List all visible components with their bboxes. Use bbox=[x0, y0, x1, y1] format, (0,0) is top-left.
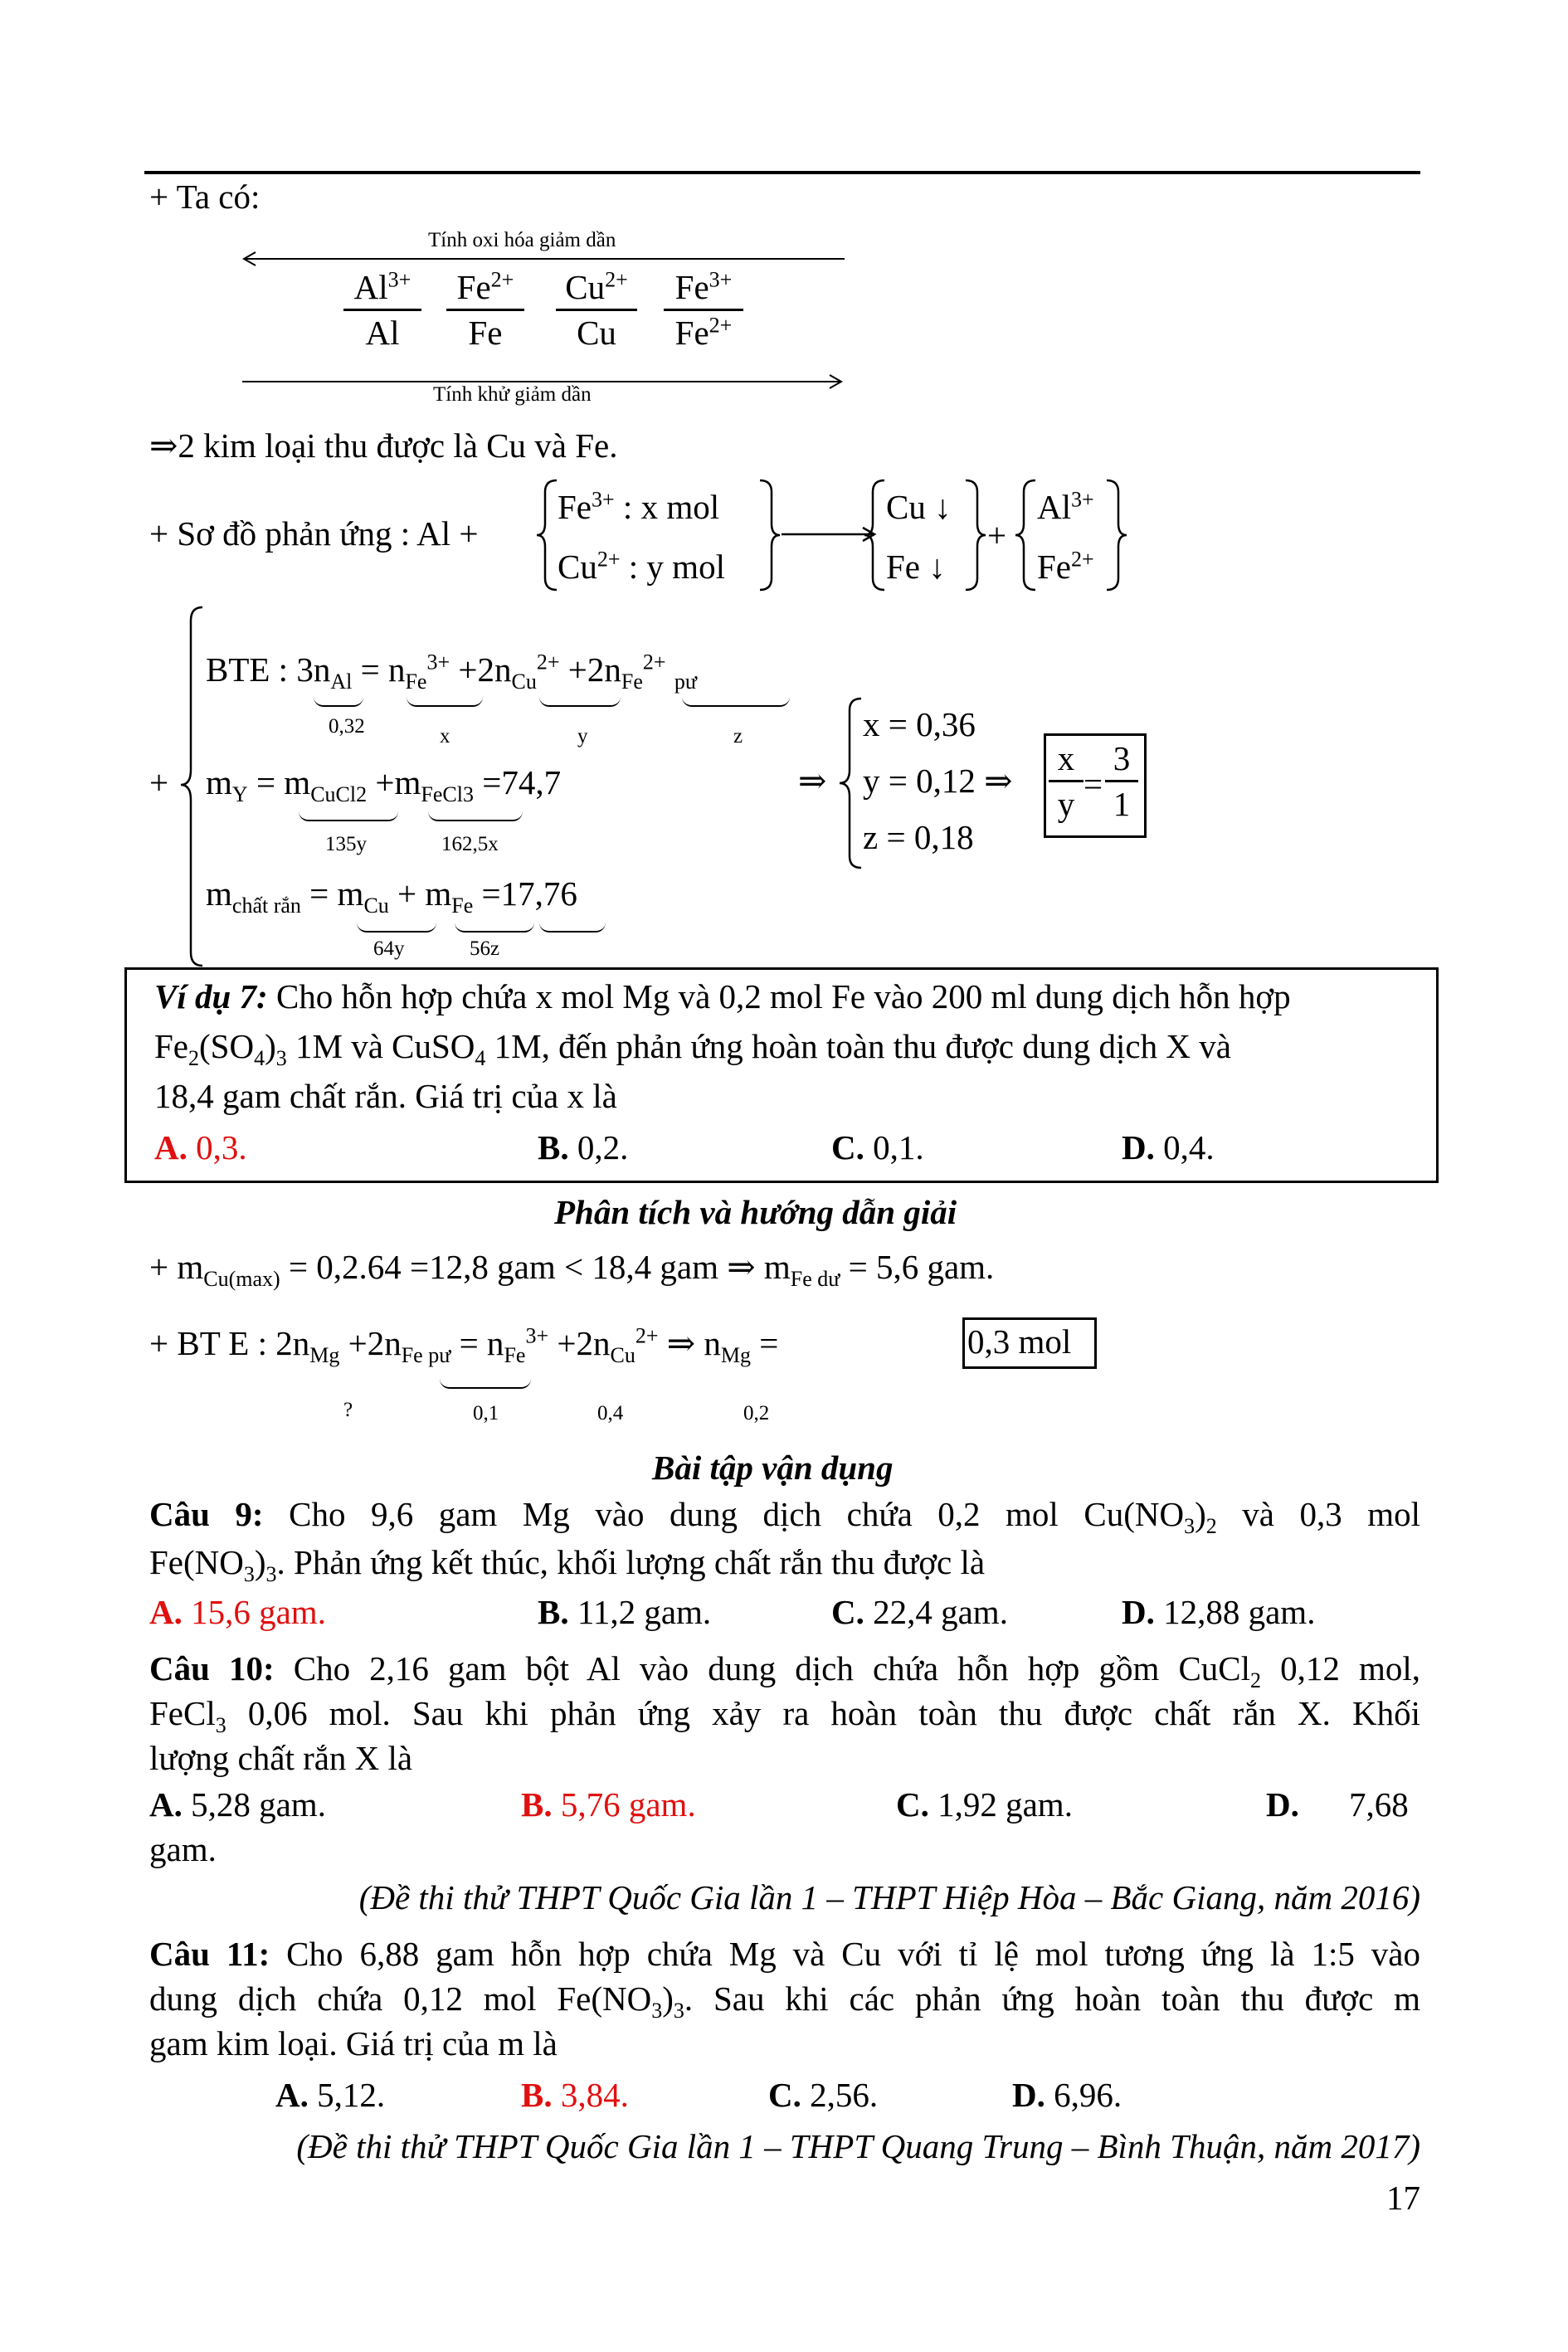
q10-line2: FeCl$_3$ 0,06 mol. Sau khi phản ứng xảy ra hoàn toàn thu được chất rắn X. Khối bbox=[149, 1694, 1420, 1738]
q10-option-c[interactable]: C. 1,92 gam. bbox=[896, 1785, 1073, 1824]
system-left-brace bbox=[179, 604, 204, 969]
mcr-under-64y: 64y bbox=[373, 937, 405, 960]
solution-x: x = 0,36 bbox=[863, 705, 976, 743]
mcr-underbrace-fe bbox=[455, 923, 534, 933]
example7-option-d[interactable]: D. 0,4. bbox=[1122, 1128, 1215, 1166]
q11-option-a[interactable]: A. 5,12. bbox=[275, 2076, 386, 2114]
ratio-31: 3 1 bbox=[1105, 738, 1138, 824]
q10-option-a[interactable]: A. 5,28 gam. bbox=[149, 1785, 326, 1824]
bte-under-z: z bbox=[733, 725, 743, 747]
q10-option-d-value: 7,68 bbox=[1349, 1785, 1409, 1824]
scheme-right-brace bbox=[757, 477, 782, 593]
bte-under-x: x bbox=[440, 725, 450, 747]
scheme-in1: $Fe^{3+}$ : x mol bbox=[558, 487, 720, 526]
oxi-label: Tính oxi hóa giảm dần bbox=[428, 229, 616, 251]
my-underbrace-cucl2 bbox=[299, 811, 398, 821]
q9-line1: Câu 9: Cho 9,6 gam Mg vào dung dịch chứa 0,2 mol $Cu(NO_3)_2$ và 0,3 mol bbox=[149, 1495, 1420, 1539]
q11-line3: gam kim loại. Giá trị của m là bbox=[149, 2024, 558, 2062]
my-under-162x: 162,5x bbox=[441, 833, 499, 855]
pair-fe: $Fe^{2+}$ Fe bbox=[446, 267, 524, 353]
q11-line1: Câu 11: Cho 6,88 gam hỗn hợp chứa Mg và Cu với tỉ lệ mol tương ứng là 1:5 vào bbox=[149, 1935, 1420, 1973]
q10-source: (Đề thi thử THPT Quốc Gia lần 1 – THPT Hiệp Hòa – Bắc Giang, năm 2016) bbox=[358, 1878, 1420, 1916]
q9-option-d[interactable]: D. 12,88 gam. bbox=[1122, 1593, 1316, 1631]
scheme-ion2: $Fe^{2+}$ bbox=[1037, 547, 1094, 586]
pair-fe3: $Fe^{3+}$ $Fe^{2+}$ bbox=[664, 267, 743, 353]
conclusion-text: ⇒2 kim loại thu được là Cu và Fe. bbox=[149, 426, 618, 465]
scheme-in2: $Cu^{2+}$ : y mol bbox=[558, 547, 725, 586]
q9-option-c[interactable]: C. 22,4 gam. bbox=[831, 1593, 1008, 1631]
scheme-label: + Sơ đồ phản ứng : Al + bbox=[149, 514, 479, 553]
page-number: 17 bbox=[1386, 2179, 1420, 2217]
bte-underbrace-fe3 bbox=[407, 697, 483, 707]
exercises-title: Bài tập vận dụng bbox=[652, 1449, 894, 1487]
analysis-title: Phân tích và hướng dẫn giải bbox=[554, 1193, 957, 1231]
bte-underbrace-cu bbox=[539, 697, 621, 707]
analysis-line1: + $m_{Cu(max)} = 0,2.64 =12,8$ gam < 18,4 gam ⇒ $m_{Fe dư} = 5,6$ gam. bbox=[149, 1248, 995, 1292]
scheme-plus: + bbox=[987, 516, 1007, 554]
bte-underbrace-fe2 bbox=[682, 697, 790, 707]
my-underbrace-fecl3 bbox=[428, 811, 523, 821]
scheme-ion-right-brace bbox=[1103, 477, 1128, 593]
q9-label: Câu 9: bbox=[149, 1495, 264, 1533]
q10-line3: lượng chất rắn X là bbox=[149, 1739, 413, 1777]
ta-co-text: + Ta có: bbox=[149, 178, 261, 216]
scheme-out-left-brace bbox=[863, 477, 888, 593]
q10-line1: Câu 10: Cho 2,16 gam bột Al vào dung dịch chứa hỗn hợp gồm CuCl$_2$ 0,12 mol, bbox=[149, 1649, 1420, 1693]
mcr-equation: $m_{chất rắn} = m_{Cu} + m_{Fe} =17,76$ bbox=[206, 874, 577, 918]
bte-under-y: y bbox=[577, 725, 588, 747]
example7-option-a[interactable]: A. 0,3. bbox=[154, 1128, 247, 1166]
scheme-out2: Fe ↓ bbox=[886, 548, 946, 586]
q9-option-a[interactable]: A. 15,6 gam. bbox=[149, 1593, 326, 1631]
scheme-out1: Cu ↓ bbox=[886, 488, 952, 526]
q11-source: (Đề thi thử THPT Quốc Gia lần 1 – THPT Quang Trung – Bình Thuận, năm 2017) bbox=[296, 2127, 1420, 2165]
solution-brace bbox=[838, 695, 863, 871]
mcr-underbrace-cu2 bbox=[357, 923, 436, 933]
example7-line3: 18,4 gam chất rắn. Giá trị của x là bbox=[154, 1077, 617, 1115]
analysis-under-mg: ? bbox=[343, 1399, 353, 1421]
scheme-out-right-brace bbox=[962, 477, 987, 593]
bte-underbrace-al bbox=[314, 697, 363, 707]
q10-option-d-letter[interactable]: D. bbox=[1266, 1785, 1299, 1824]
q11-line2: dung dịch chứa 0,12 mol $Fe(NO_3)_3$. Sau khi các phản ứng hoàn toàn thu được m bbox=[149, 1979, 1421, 2023]
q11-option-b[interactable]: B. 3,84. bbox=[521, 2076, 629, 2114]
my-equation: $m_Y = m_{CuCl2} +m_{FeCl3} =74,7$ bbox=[206, 763, 562, 807]
q10-label: Câu 10: bbox=[149, 1649, 275, 1687]
example7-option-b[interactable]: B. 0,2. bbox=[538, 1128, 629, 1166]
ratio-eq: = bbox=[1083, 765, 1103, 803]
ratio-xy: x y bbox=[1049, 738, 1083, 824]
q10-option-b[interactable]: B. 5,76 gam. bbox=[521, 1785, 696, 1824]
q11-label: Câu 11: bbox=[149, 1935, 270, 1973]
analysis-underbrace-fe bbox=[440, 1379, 531, 1389]
analysis-line2: + BT E : $2n_{Mg} +2n_{Fe pư} = n_{Fe}^{3+} +2n_{Cu}^{2+}$ ⇒ $n_{Mg}$ = bbox=[149, 1323, 779, 1368]
header-rule bbox=[144, 171, 1420, 174]
system-implies: ⇒ bbox=[798, 762, 827, 800]
q9-line2: $Fe(NO_3)_3$. Phản ứng kết thúc, khối lượng chất rắn thu được là bbox=[149, 1543, 986, 1587]
mcr-under-56z: 56z bbox=[470, 937, 500, 960]
example7-line2: $Fe_2(SO_4)_3$ 1M và CuSO$_4$ 1M, đến phản ứng hoàn toàn thu được dung dịch X và bbox=[154, 1027, 1231, 1071]
system-plus: + bbox=[149, 763, 169, 801]
scheme-ion-left-brace bbox=[1014, 477, 1039, 593]
analysis-answer: 0,3 mol bbox=[967, 1322, 1072, 1361]
analysis-under-cu: 0,2 bbox=[743, 1402, 770, 1424]
q11-option-c[interactable]: C. 2,56. bbox=[768, 2076, 879, 2114]
khu-label: Tính khử giảm dần bbox=[433, 383, 592, 406]
my-under-135y: 135y bbox=[325, 833, 367, 855]
q10-option-d-wrap: gam. bbox=[149, 1830, 217, 1868]
solution-z: z = 0,18 bbox=[863, 818, 974, 856]
scheme-ion1: $Al^{3+}$ bbox=[1037, 487, 1094, 526]
solution-y: y = 0,12 ⇒ bbox=[863, 762, 1013, 800]
bte-under-al: 0,32 bbox=[329, 715, 365, 738]
example7-option-c[interactable]: C. 0,1. bbox=[831, 1128, 924, 1166]
analysis-under-fe: 0,1 bbox=[473, 1402, 499, 1424]
pair-al: $Al^{3+}$ Al bbox=[343, 267, 421, 353]
q11-option-d[interactable]: D. 6,96. bbox=[1012, 2076, 1122, 2114]
analysis-under-fe3: 0,4 bbox=[597, 1402, 624, 1424]
mcr-underbrace-tail bbox=[539, 923, 606, 933]
example7-line1: Ví dụ 7: Cho hỗn hợp chứa x mol Mg và 0,2 mol Fe vào 200 ml dung dịch hỗn hợp bbox=[154, 977, 1291, 1015]
scheme-left-brace bbox=[535, 477, 560, 593]
pair-cu: $Cu^{2+}$ Cu bbox=[556, 267, 637, 353]
bte-equation: BTE : $3n_{Al} = n_{Fe}^{3+} +2n_{Cu}^{2+} +2n_{Fe}^{2+}$ $_{pư}$ bbox=[206, 650, 697, 694]
example7-label: Ví dụ 7: bbox=[154, 977, 268, 1015]
q9-option-b[interactable]: B. 11,2 gam. bbox=[538, 1593, 712, 1631]
